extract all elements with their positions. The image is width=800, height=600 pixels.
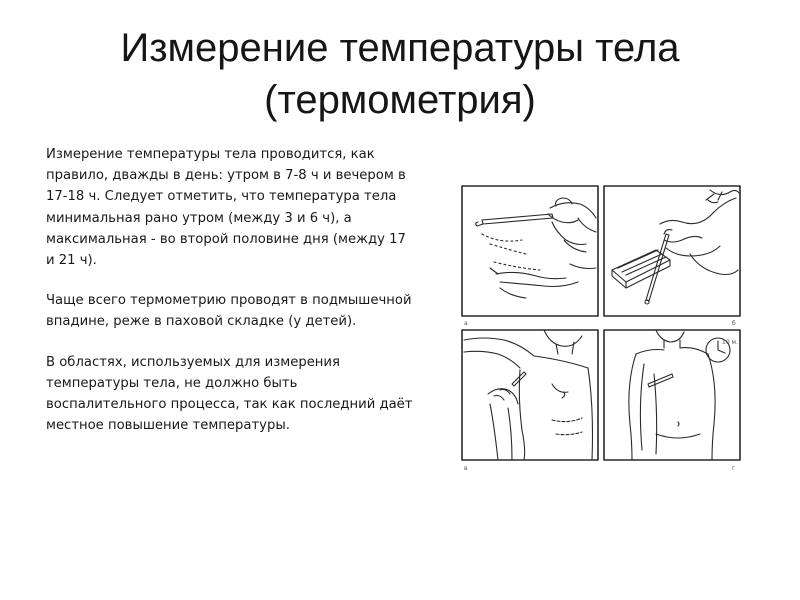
- title-line-2: (термометрия): [264, 78, 536, 122]
- title-line-1: Измерение температуры тела: [120, 26, 680, 70]
- panel-label-a: а: [464, 320, 468, 327]
- panel-label-v: в: [464, 465, 468, 472]
- illustration-svg: [460, 184, 742, 474]
- panel-label-b: б: [732, 320, 736, 327]
- paragraph-sites: Чаще всего термометрию проводят в подмышечной впадине, реже в паховой складке (у детей).: [46, 293, 412, 330]
- body-text: [46, 144, 418, 436]
- panel-label-g: г: [732, 465, 736, 472]
- paragraph-timing: Измерение температуры тела проводится, как правило, дважды в день: утром в 7-8 ч и вечером в 17-18 ч. Следует отметить, что температура тела минимальная рано утром (между 3 и 6 ч), а максимальная - во второй половине дня (между 17 и 21 ч).: [46, 147, 406, 269]
- clock-label: 10 м.: [722, 339, 738, 346]
- paragraph-inflammation: В областях, используемых для измерения температуры тела, не должно быть воспалительного процесса, так как последний даёт местное повышение температуры.: [46, 354, 413, 434]
- panel-g-thermometer-with-clock: [604, 330, 740, 460]
- panel-b-thermometer-rack: [604, 186, 740, 316]
- thermometry-illustration: [460, 184, 742, 474]
- panel-a-shaking-thermometer: [462, 186, 598, 316]
- panel-v-armpit-placement: [462, 330, 598, 460]
- page-title: [40, 22, 760, 126]
